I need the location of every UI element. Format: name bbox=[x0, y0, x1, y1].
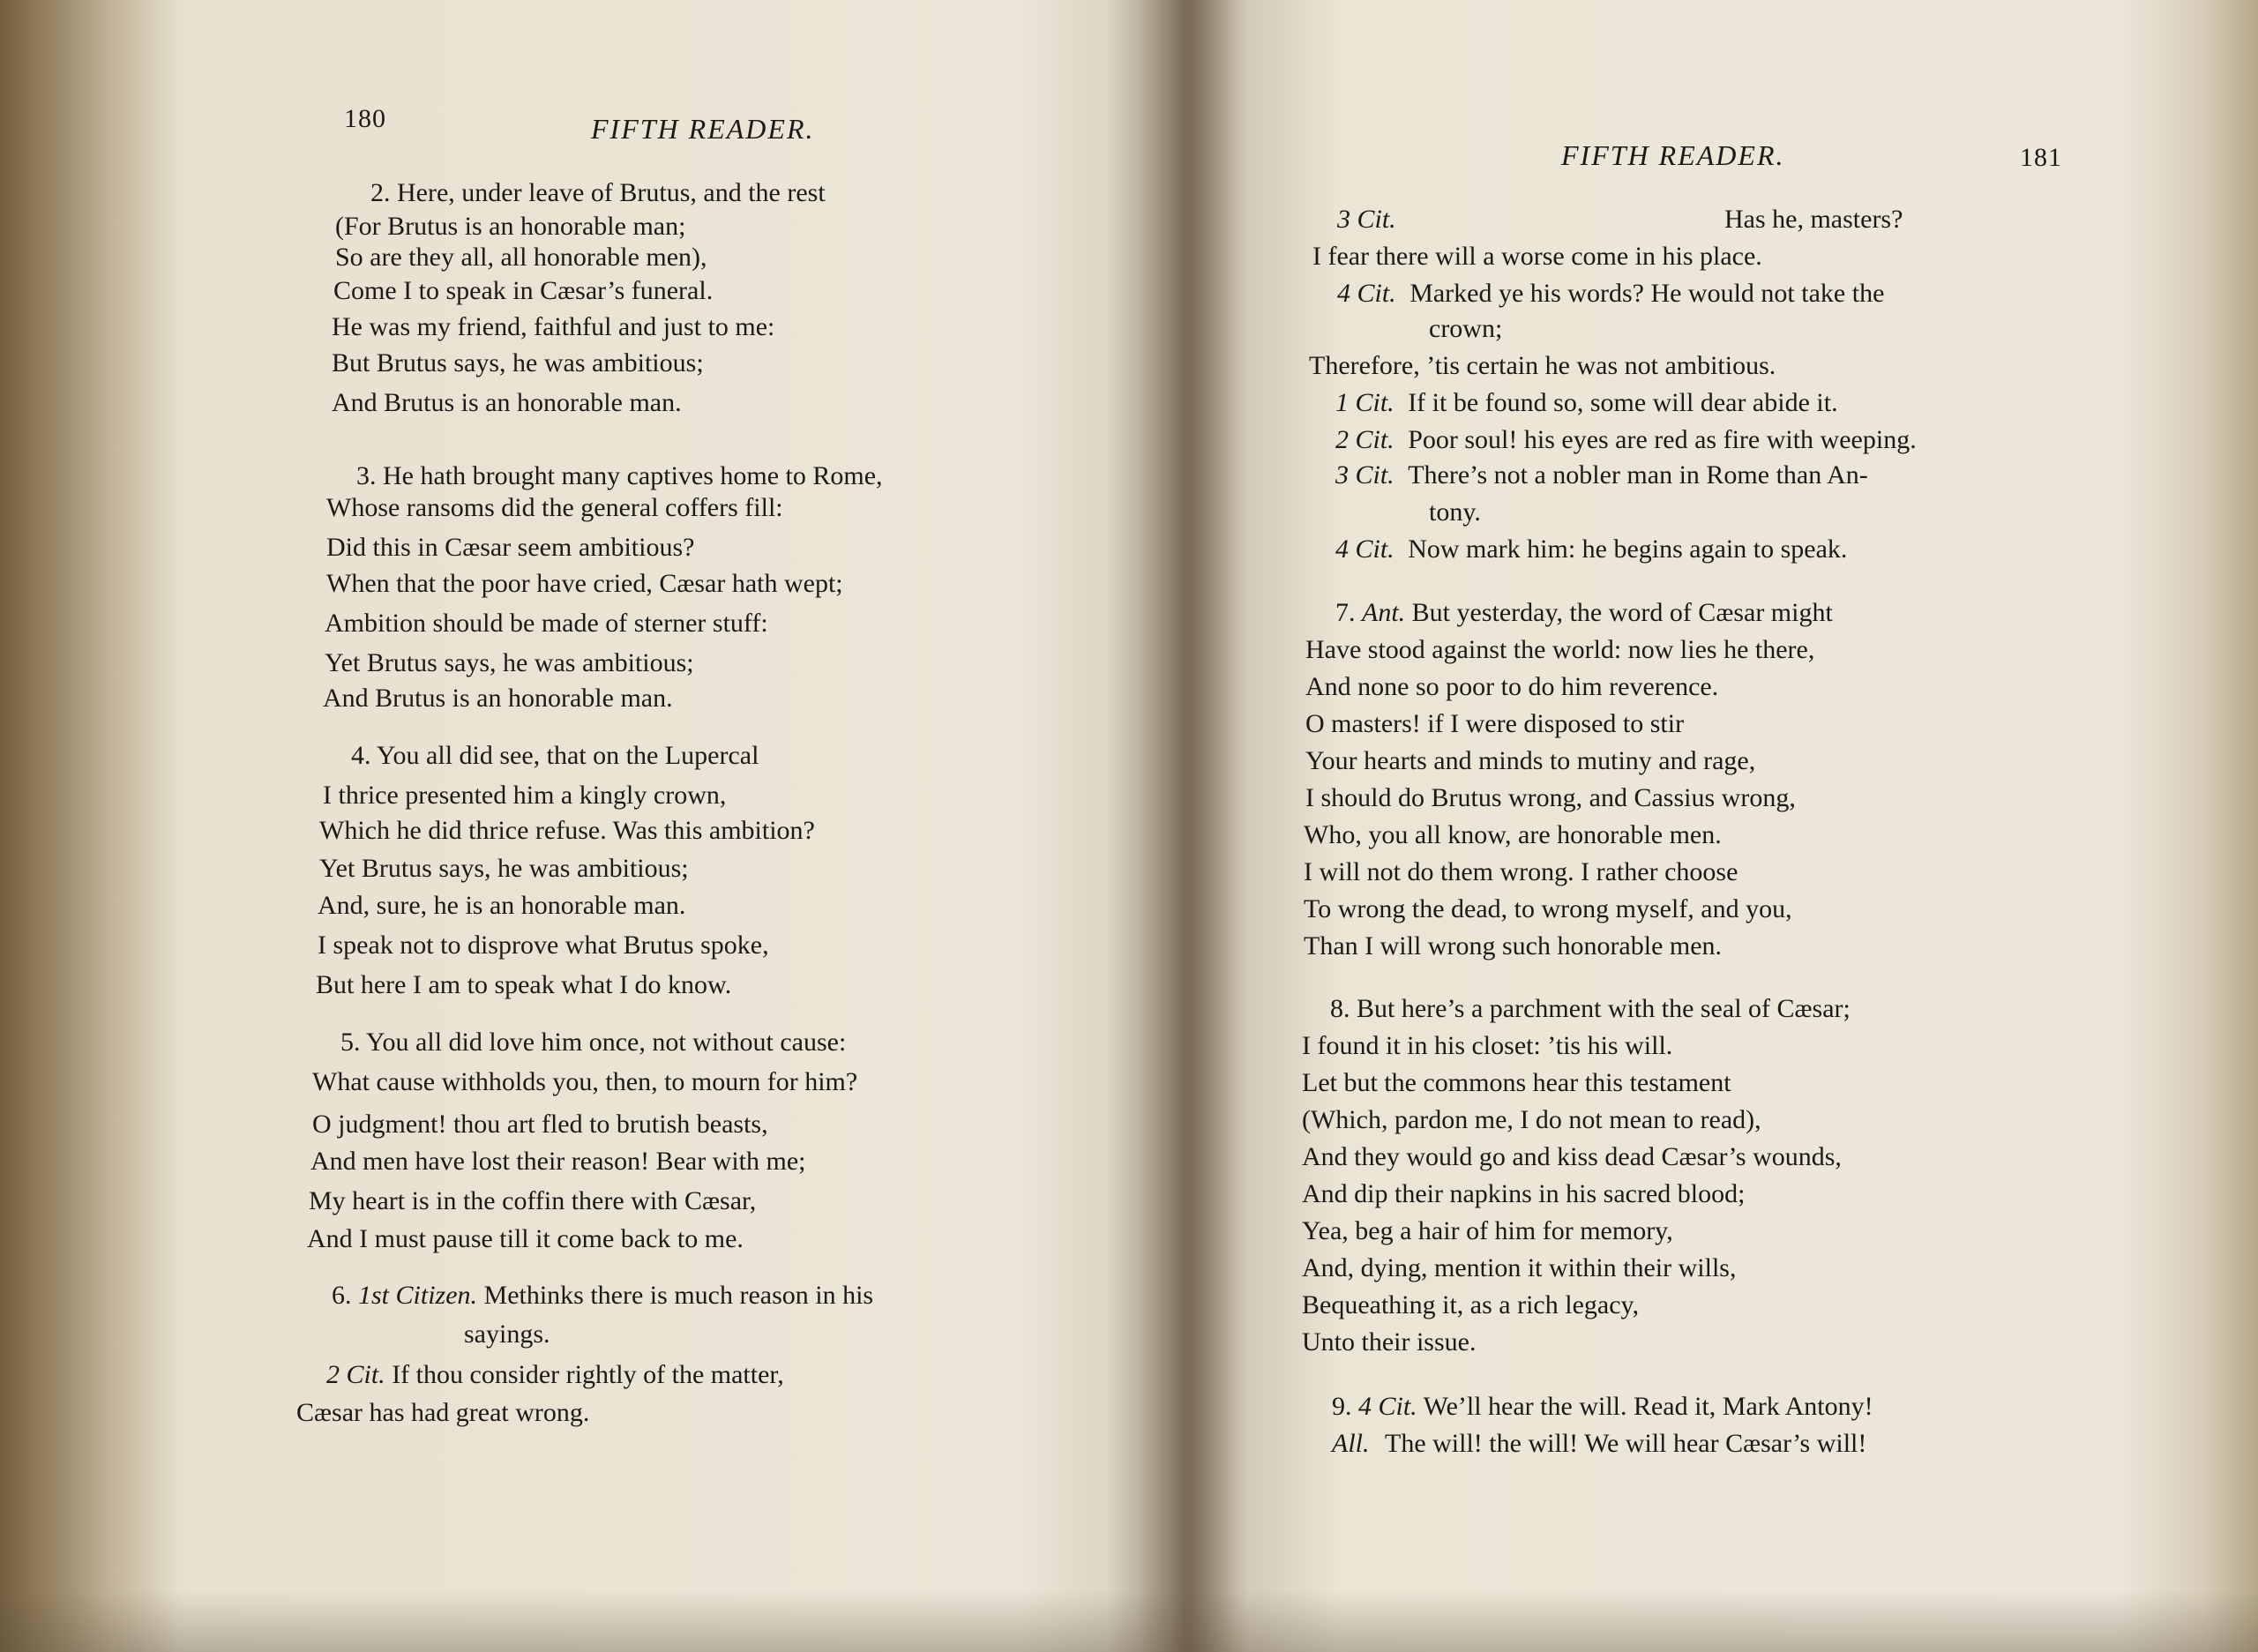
page-number: 180 bbox=[344, 104, 386, 133]
text-line: I should do Brutus wrong, and Cassius wrong, bbox=[1305, 783, 1796, 812]
speech-line bbox=[1332, 1392, 1873, 1422]
text-line: And they would go and kiss dead Cæsar’s wounds, bbox=[1302, 1142, 1842, 1171]
speech-text: Has he, masters? bbox=[1724, 205, 1903, 234]
text-line: sayings. bbox=[464, 1319, 550, 1349]
text-line: (Which, pardon me, I do not mean to read), bbox=[1302, 1105, 1761, 1134]
text-line: I speak not to disprove what Brutus spoke, bbox=[318, 931, 769, 960]
text-line: Unto their issue. bbox=[1302, 1327, 1477, 1357]
book-bottom-edge bbox=[0, 1590, 2258, 1652]
speaker-name: Ant. bbox=[1362, 598, 1406, 627]
speaker-name: 1st Citizen. bbox=[358, 1281, 478, 1310]
speech-text: Poor soul! his eyes are red as fire with weeping. bbox=[1408, 425, 1917, 454]
text-line: But here I am to speak what I do know. bbox=[316, 970, 732, 999]
text-line: (For Brutus is an honorable man; bbox=[335, 212, 686, 241]
speech-line bbox=[1335, 534, 1847, 564]
text-line: Yea, beg a hair of him for memory, bbox=[1302, 1216, 1673, 1245]
text-line: But Brutus says, he was ambitious; bbox=[332, 348, 704, 377]
book-gutter bbox=[1107, 0, 1248, 1652]
paragraph-number: 7. bbox=[1335, 598, 1356, 627]
text-line: I will not do them wrong. I rather choose bbox=[1304, 857, 1738, 886]
text-line: And none so poor to do him reverence. bbox=[1305, 672, 1719, 701]
speech-line bbox=[1335, 425, 1917, 455]
text-line: What cause withholds you, then, to mourn for him? bbox=[312, 1067, 858, 1096]
text-line: 3. He hath brought many captives home to Rome, bbox=[356, 461, 883, 490]
text-line: To wrong the dead, to wrong myself, and you, bbox=[1304, 894, 1792, 923]
text-line: tony. bbox=[1429, 497, 1481, 527]
page-edge-shadow bbox=[0, 0, 185, 1652]
text-line: Yet Brutus says, he was ambitious; bbox=[319, 854, 689, 883]
speech-line bbox=[1332, 1429, 1866, 1459]
text-line: Yet Brutus says, he was ambitious; bbox=[325, 648, 694, 677]
speech-line bbox=[1335, 460, 1868, 490]
text-line: And, sure, he is an honorable man. bbox=[318, 891, 686, 920]
speech-text: We’ll hear the will. Read it, Mark Antony! bbox=[1423, 1392, 1873, 1421]
text-line: My heart is in the coffin there with Cæsar, bbox=[309, 1186, 757, 1215]
text-line: Let but the commons hear this testament bbox=[1302, 1068, 1731, 1097]
text-line: And dip their napkins in his sacred blood; bbox=[1302, 1179, 1746, 1208]
running-head: FIFTH READER. bbox=[591, 113, 815, 145]
text-line: 4. You all did see, that on the Lupercal bbox=[351, 741, 759, 770]
text-line: O masters! if I were disposed to stir bbox=[1305, 709, 1685, 738]
text-line: He was my friend, faithful and just to me: bbox=[332, 312, 775, 341]
speech-text: If it be found so, some will dear abide it. bbox=[1408, 388, 1838, 417]
text-line: Come I to speak in Cæsar’s funeral. bbox=[333, 276, 714, 305]
speech-text: Methinks there is much reason in his bbox=[483, 1281, 874, 1310]
speaker-name: All. bbox=[1332, 1429, 1370, 1458]
speech-line bbox=[332, 1281, 873, 1311]
text-line: I fear there will a worse come in his place. bbox=[1312, 242, 1762, 271]
text-line: Cæsar has had great wrong. bbox=[296, 1398, 590, 1427]
speech-line bbox=[1337, 279, 1884, 309]
text-line: O judgment! thou art fled to brutish beasts, bbox=[312, 1110, 768, 1139]
text-line: Have stood against the world: now lies he there, bbox=[1305, 635, 1815, 664]
speaker-name: 2 Cit. bbox=[326, 1360, 385, 1389]
speaker-name: 1 Cit. bbox=[1335, 388, 1394, 417]
speech-text: But yesterday, the word of Cæsar might bbox=[1411, 598, 1833, 627]
text-line: Bequeathing it, as a rich legacy, bbox=[1302, 1290, 1640, 1319]
text-line: Whose ransoms did the general coffers fill: bbox=[326, 493, 783, 522]
speech-text: If thou consider rightly of the matter, bbox=[392, 1360, 784, 1389]
speaker-name: 4 Cit. bbox=[1358, 1392, 1417, 1421]
text-line: Who, you all know, are honorable men. bbox=[1304, 820, 1722, 849]
speech-text: There’s not a nobler man in Rome than An- bbox=[1408, 460, 1868, 490]
speaker-name: 4 Cit. bbox=[1337, 279, 1396, 308]
text-line: And men have lost their reason! Bear with me; bbox=[310, 1147, 806, 1176]
text-line: Than I will wrong such honorable men. bbox=[1304, 931, 1723, 961]
paragraph-number: 6. bbox=[332, 1281, 352, 1310]
speech-text: Marked ye his words? He would not take the bbox=[1409, 279, 1885, 308]
text-line: Ambition should be made of sterner stuff: bbox=[325, 609, 768, 638]
text-line: crown; bbox=[1429, 314, 1503, 343]
speaker-name: 3 Cit. bbox=[1335, 460, 1394, 490]
speech-text: Now mark him: he begins again to speak. bbox=[1408, 534, 1848, 564]
speech-line bbox=[1335, 598, 1833, 628]
text-line: 2. Here, under leave of Brutus, and the rest bbox=[370, 178, 826, 207]
page-number: 181 bbox=[2020, 143, 2062, 172]
speech-line bbox=[1337, 205, 1396, 235]
text-line: And, dying, mention it within their wills, bbox=[1302, 1253, 1737, 1282]
text-line: Did this in Cæsar seem ambitious? bbox=[326, 533, 695, 562]
text-line: Your hearts and minds to mutiny and rage, bbox=[1305, 746, 1756, 775]
speaker-name: 3 Cit. bbox=[1337, 205, 1396, 234]
text-line: I found it in his closet: ’tis his will. bbox=[1302, 1031, 1673, 1060]
text-line: And Brutus is an honorable man. bbox=[332, 388, 682, 417]
speech-line bbox=[326, 1360, 784, 1390]
text-line: So are they all, all honorable men), bbox=[335, 243, 707, 272]
speaker-name: 2 Cit. bbox=[1335, 425, 1394, 454]
speech-text: The will! the will! We will hear Cæsar’s will! bbox=[1385, 1429, 1867, 1458]
text-line: When that the poor have cried, Cæsar hath wept; bbox=[326, 569, 843, 598]
speech-line bbox=[1335, 388, 1838, 418]
text-line: Therefore, ’tis certain he was not ambitious. bbox=[1309, 351, 1776, 380]
text-line: 8. But here’s a parchment with the seal of Cæsar; bbox=[1330, 994, 1851, 1023]
running-head: FIFTH READER. bbox=[1561, 139, 1785, 171]
text-line: 5. You all did love him once, not without cause: bbox=[340, 1028, 847, 1057]
text-line: And Brutus is an honorable man. bbox=[323, 684, 673, 713]
paragraph-number: 9. bbox=[1332, 1392, 1352, 1421]
text-line: Which he did thrice refuse. Was this ambition? bbox=[319, 816, 815, 845]
text-line: I thrice presented him a kingly crown, bbox=[323, 781, 727, 810]
text-line: And I must pause till it come back to me. bbox=[307, 1224, 744, 1253]
speaker-name: 4 Cit. bbox=[1335, 534, 1394, 564]
